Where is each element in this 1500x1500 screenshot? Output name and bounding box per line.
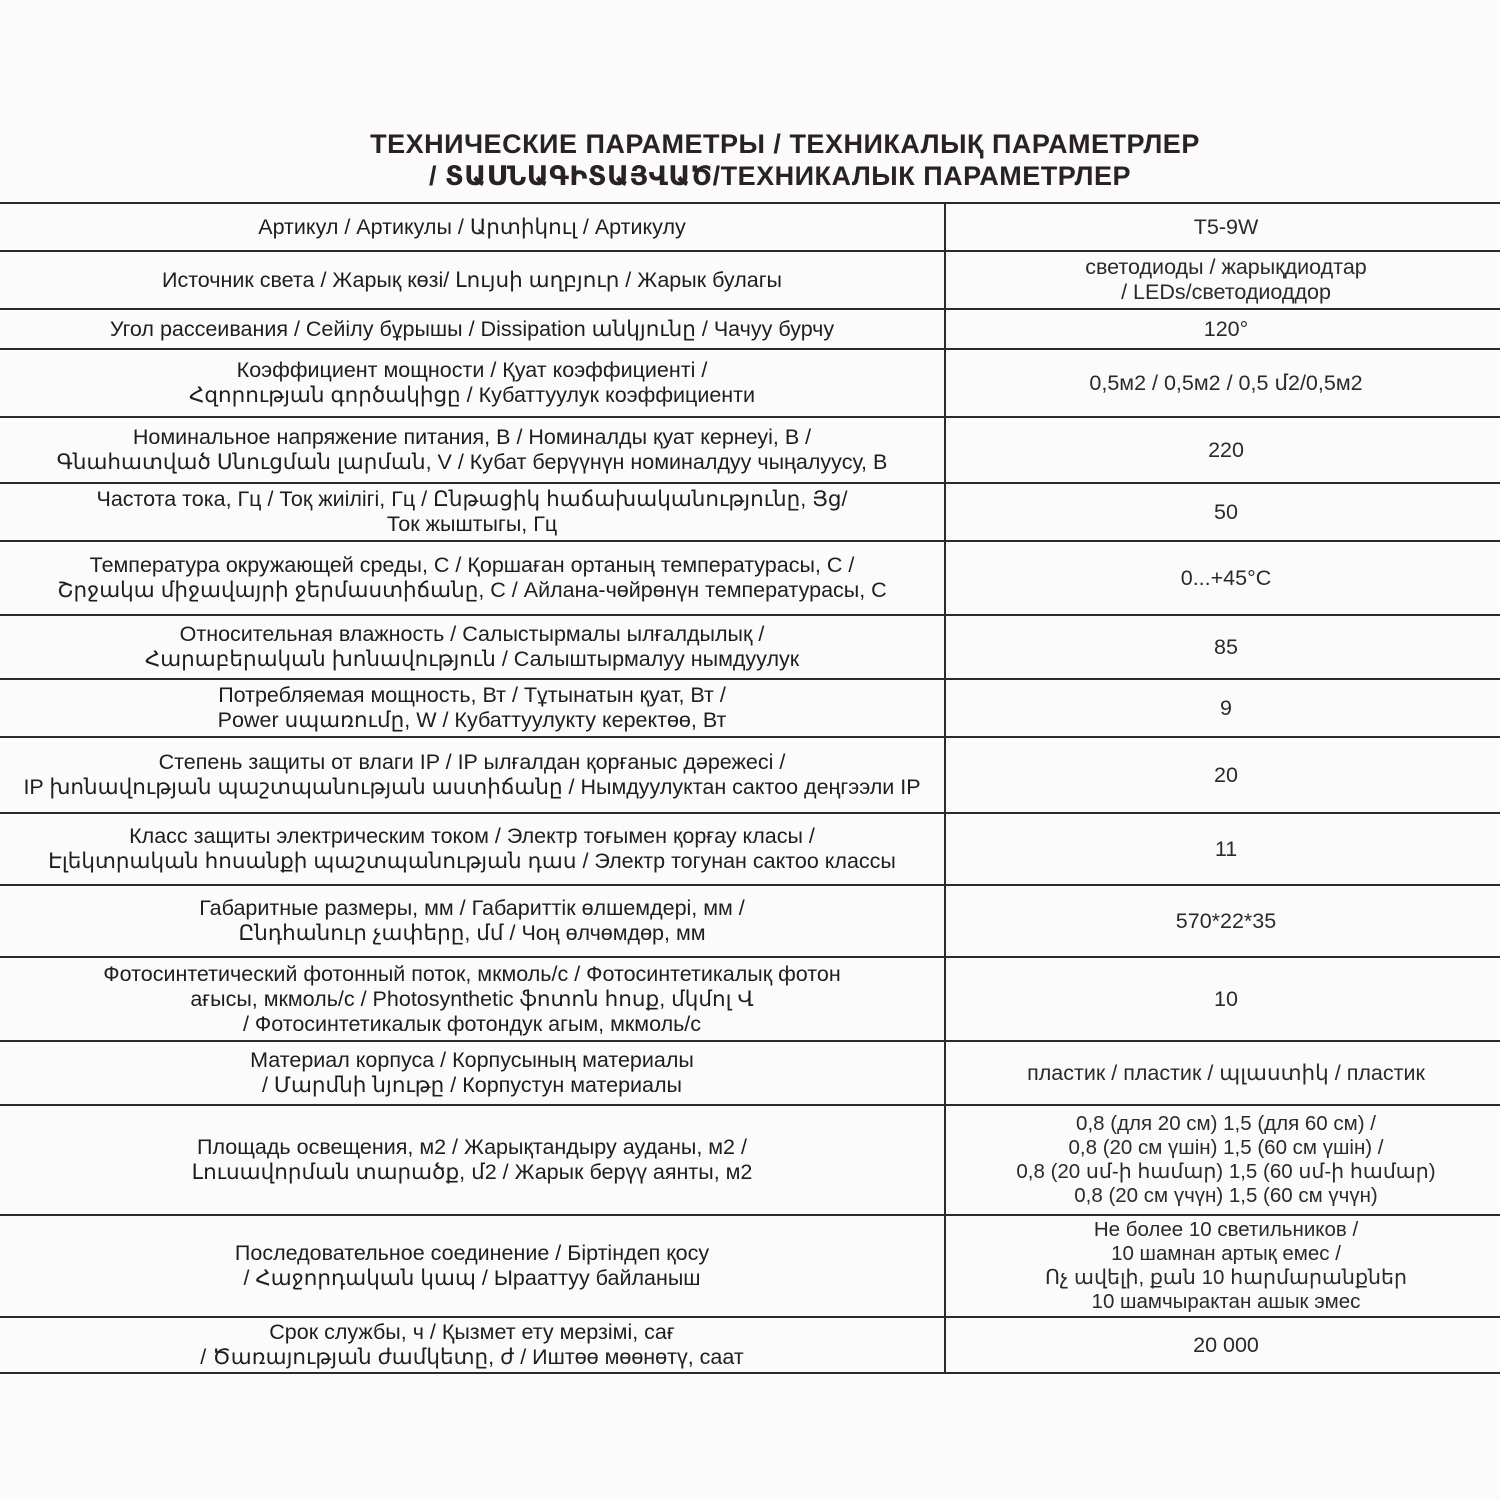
title-line-1: ТЕХНИЧЕСКИЕ ПАРАМЕТРЫ / ТЕХНИКАЛЫҚ ПАРАМЕТРЛЕР — [370, 129, 1200, 159]
title-line-2: / ՏԱՍՆԱԳԻՏԱՅՎԱԾ/ТЕХНИКАЛЫК ПАРАМЕТРЛЕР — [428, 161, 1131, 191]
value-cell: 50 — [945, 483, 1500, 541]
table-row — [0, 885, 1500, 957]
param-cell: Температура окружающей среды, С / Қоршаған ортаның температурасы, С / Շրջակա միջավայրի ջերմաստիճանը, С / Айлана-чөйрөнүн температурасы, С — [0, 541, 945, 615]
value-cell: светодиоды / жарықдиодтар / LEDs/светодиоддор — [945, 251, 1500, 309]
param-cell: Класс защиты электрическим током / Электр тоғымен қорғау класы / Էլեկտրական հոսանքի պաշտպանության դաս / Электр тогунан сактоо классы — [0, 813, 945, 885]
value-cell: 10 — [945, 957, 1500, 1041]
table-row — [0, 1041, 1500, 1105]
param-cell: Частота тока, Гц / Тоқ жиілігі, Гц / Ընթացիկ հաճախականությունը, Յց/ Ток жыштыгы, Гц — [0, 483, 945, 541]
param-cell: Площадь освещения, м2 / Жарықтандыру ауданы, м2 / Լուսավորման տարածք, մ2 / Жарык берүү аянты, м2 — [0, 1105, 945, 1215]
value-cell: 0,5м2 / 0,5м2 / 0,5 մ2/0,5м2 — [945, 349, 1500, 417]
table-row — [0, 1105, 1500, 1215]
table-row — [0, 813, 1500, 885]
table-row — [0, 679, 1500, 737]
param-cell: Источник света / Жарық көзі/ Լույսի աղբյուր / Жарык булагы — [0, 251, 945, 309]
param-cell: Срок службы, ч / Қызмет ету мерзімі, сағ / Ծառայության ժամկետը, ժ / Иштөө мөөнөтү, саат — [0, 1317, 945, 1373]
table-row — [0, 541, 1500, 615]
param-cell: Фотосинтетический фотонный поток, мкмоль/с / Фотосинтетикалық фотон ағысы, мкмоль/с / Photosynthetic ֆոտոն հոսք, մկմոլ Վ / Фотосинтетикалык фотондук агым, мкмоль/с — [0, 957, 945, 1041]
value-cell: 120° — [945, 309, 1500, 349]
param-cell: Артикул / Артикулы / Արտիկուլ / Артикулу — [0, 203, 945, 251]
value-cell: 570*22*35 — [945, 885, 1500, 957]
param-cell: Относительная влажность / Салыстырмалы ылғалдылық / Հարաբերական խոնավություն / Салыштырмалуу нымдуулук — [0, 615, 945, 679]
param-cell: Степень защиты от влаги IP / IP ылғалдан қорғаныс дәрежесі / IP խոնավության պաշտպանության աստիճանը / Нымдуулуктан сактоо деңгээли IP — [0, 737, 945, 813]
table-row — [0, 309, 1500, 349]
value-cell: 0,8 (для 20 см) 1,5 (для 60 см) / 0,8 (20 см үшін) 1,5 (60 см үшін) / 0,8 (20 սմ-ի համար) 1,5 (60 սմ-ի համար) 0,8 (20 см үчүн) 1,5 (60 см үчүн) — [945, 1105, 1500, 1215]
value-cell: 20 000 — [945, 1317, 1500, 1373]
value-cell: 220 — [945, 417, 1500, 483]
table-row — [0, 251, 1500, 309]
param-cell: Угол рассеивания / Сейілу бұрышы / Dissipation անկյունը / Чачуу бурчу — [0, 309, 945, 349]
table-row — [0, 1215, 1500, 1317]
document-title — [0, 128, 1500, 192]
value-cell: 0...+45°C — [945, 541, 1500, 615]
param-cell: Потребляемая мощность, Вт / Тұтынатын қуат, Вт / Power սպառումը, W / Кубаттуулукту керектөө, Вт — [0, 679, 945, 737]
table-row — [0, 1317, 1500, 1373]
param-cell: Габаритные размеры, мм / Габариттік өлшемдері, мм / Ընդհանուր չափերը, մմ / Чоң өлчөмдөр, мм — [0, 885, 945, 957]
table-row — [0, 957, 1500, 1041]
param-cell: Коэффициент мощности / Қуат коэффициенті / Հզորության գործակիցը / Кубаттуулук коэффициенти — [0, 349, 945, 417]
table-row — [0, 203, 1500, 251]
value-cell: 20 — [945, 737, 1500, 813]
value-cell: 85 — [945, 615, 1500, 679]
value-cell: Не более 10 светильников / 10 шамнан артық емес / Ոչ ավելի, քան 10 հարմարանքներ 10 шамчырактан ашык эмес — [945, 1215, 1500, 1317]
table-row — [0, 483, 1500, 541]
table-row — [0, 417, 1500, 483]
table-row — [0, 349, 1500, 417]
table-row — [0, 615, 1500, 679]
value-cell: 9 — [945, 679, 1500, 737]
param-cell: Последовательное соединение / Біртіндеп қосу / Հաջորդական կապ / Ырааттуу байланыш — [0, 1215, 945, 1317]
spec-table — [0, 202, 1500, 1374]
value-cell: T5-9W — [945, 203, 1500, 251]
param-cell: Номинальное напряжение питания, В / Номиналды қуат кернеуі, В / Գնահատված Սնուցման լարման, V / Кубат берүүнүн номиналдуу чыңалуусу, В — [0, 417, 945, 483]
value-cell: 11 — [945, 813, 1500, 885]
table-row — [0, 737, 1500, 813]
param-cell: Материал корпуса / Корпусының материалы / Մարմնի նյութը / Корпустун материалы — [0, 1041, 945, 1105]
value-cell: пластик / пластик / պլաստիկ / пластик — [945, 1041, 1500, 1105]
